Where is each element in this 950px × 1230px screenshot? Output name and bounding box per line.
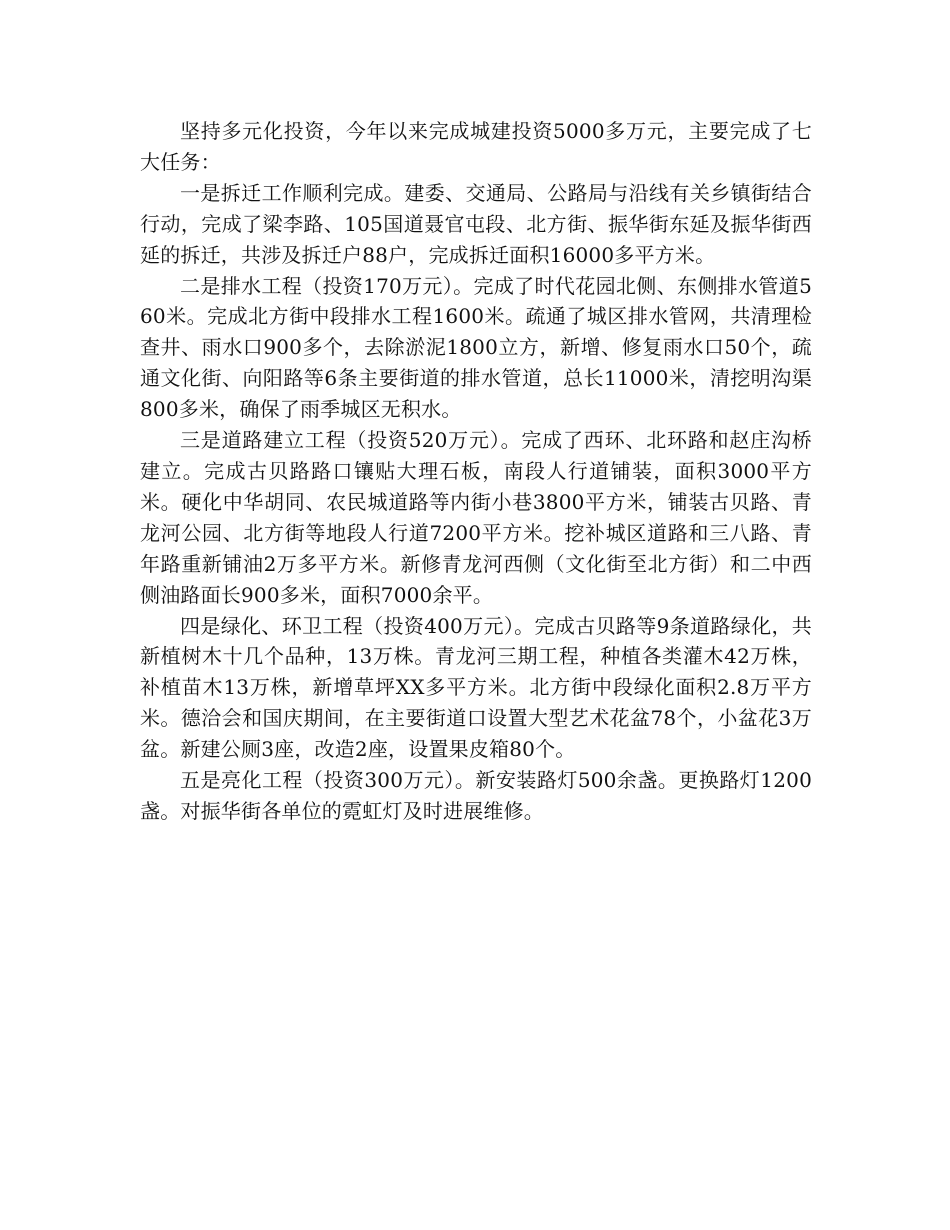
paragraph-greening: 四是绿化、环卫工程（投资400万元）。完成古贝路等9条道路绿化，共新植树木十几个品种，13万株。青龙河三期工程，种植各类灌木42万株，补植苗木13万株，新增草坪XX多平方米。北方街中段绿化面积2.8万平方米。德洽会和国庆期间，在主要街道口设置大型艺术花盆78个，小盆花3万盆。新建公厕3座，改造2座，设置果皮箱80个。 <box>140 613 812 762</box>
paragraph-demolition: 一是拆迁工作顺利完成。建委、交通局、公路局与沿线有关乡镇街结合行动，完成了梁李路、105国道聂官屯段、北方街、振华街东延及振华街西延的拆迁，共涉及拆迁户88户，完成拆迁面积16000多平方米。 <box>140 180 812 267</box>
paragraph-intro: 坚持多元化投资，今年以来完成城建投资5000多万元，主要完成了七大任务： <box>140 119 812 174</box>
document-body <box>140 116 812 827</box>
paragraph-roads: 三是道路建立工程（投资520万元）。完成了西环、北环路和赵庄沟桥建立。完成古贝路路口镶贴大理石板，南段人行道铺装，面积3000平方米。硬化中华胡同、农民城道路等内街小巷3800平方米，铺装古贝路、青龙河公园、北方街等地段人行道7200平方米。挖补城区道路和三八路、青年路重新铺油2万多平方米。新修青龙河西侧（文化街至北方街）和二中西侧油路面长900多米，面积7000余平。 <box>140 428 812 607</box>
paragraph-lighting: 五是亮化工程（投资300万元）。新安装路灯500余盏。更换路灯1200盏。对振华街各单位的霓虹灯及时进展维修。 <box>140 768 812 823</box>
paragraph-drainage: 二是排水工程（投资170万元）。完成了时代花园北侧、东侧排水管道560米。完成北方街中段排水工程1600米。疏通了城区排水管网，共清理检查井、雨水口900多个，去除淤泥1800立方，新增、修复雨水口50个，疏通文化街、向阳路等6条主要街道的排水管道，总长11000米，清挖明沟渠800多米，确保了雨季城区无积水。 <box>140 273 812 422</box>
